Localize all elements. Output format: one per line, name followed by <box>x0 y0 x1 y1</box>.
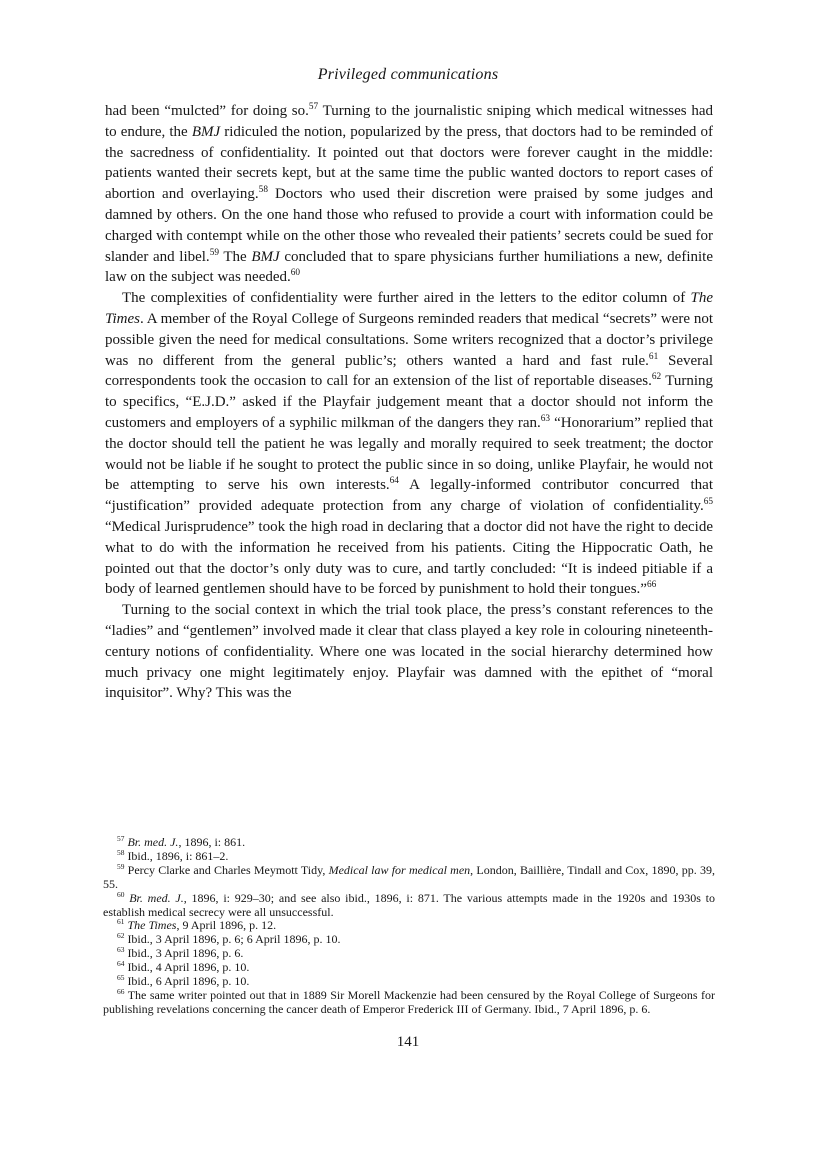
text-run: . A member of the Royal College of Surgeons reminded readers that medical “secrets” were not possible given the need for medical consultations. Some writers recognized that a doctor’s privilege was no different from the general public’s; others wanted a hard and fast rule. <box>105 310 713 369</box>
footnote-marker: 60 <box>290 268 301 279</box>
footnote-marker: 63 <box>540 413 551 424</box>
footnote-marker: 59 <box>209 247 219 258</box>
text-run: , 9 April 1896, p. 12. <box>176 918 277 933</box>
italic-text: BMJ <box>251 248 280 265</box>
footnote <box>103 889 715 920</box>
italic-text: Medical law for medical men <box>328 862 471 877</box>
text-run: The same writer pointed out that in 1889 Sir Morell Mackenzie had been censured by the Royal College of Surgeons for publishing revelations concerning the cancer death of Emperor Frederick III of Germany. Ibid., 7 April 1896, p. 6. <box>103 987 715 1016</box>
footnote-marker: 62 <box>117 931 125 941</box>
paragraph <box>105 101 713 288</box>
footnote-marker: 61 <box>117 917 125 927</box>
text-run: concluded that to spare physicians further humiliations a new, definite law on the subject was needed. <box>105 248 713 286</box>
footnote <box>103 847 715 864</box>
text-run: “Honorarium” replied that the doctor should tell the patient he was legally and morally required to seek treatment; the doctor would not be liable if he sought to protect the public since in so doing, unlike Playfair, he would not be attempting to serve his own interests. <box>105 414 713 494</box>
italic-text: Br. med. J. <box>129 890 184 905</box>
body-paragraphs <box>105 101 713 704</box>
text-run: Ibid., 4 April 1896, p. 10. <box>124 960 250 975</box>
footnote-marker: 66 <box>117 986 125 996</box>
footnote-marker: 64 <box>389 476 399 487</box>
text-run: had been “mulcted” for doing so. <box>105 103 309 119</box>
footnote <box>103 975 715 989</box>
footnote-marker: 61 <box>648 351 659 362</box>
text-run: Ibid., 6 April 1896, p. 10. <box>124 974 250 989</box>
text-run: Percy Clarke and Charles Meymott Tidy, <box>124 862 329 877</box>
running-head: Privileged communications <box>317 66 499 83</box>
footnotes-section <box>103 836 715 1017</box>
text-run: , 1896, i: 929–30; and see also ibid., 1896, i: 871. The various attempts made in the 1920s and 1930s to establish medical secrecy were all unsuccessful. <box>103 890 715 919</box>
footnote-marker: 57 <box>117 834 125 843</box>
text-run: Doctors who used their discretion were praised by some judges and damned by others. On the one hand those who refused to provide a court with information could be charged with contempt while on the other those who revealed their patients’ secrets could be sued for slander and libel. <box>105 186 714 265</box>
footnote-marker: 58 <box>258 185 268 196</box>
text-run: “Medical Jurisprudence” took the high road in declaring that a doctor did not have the right to decide what to do with the information he received from his patients. Citing the Hippocratic Oath, he pointed out that the doctor’s only duty was to cure, and tartly concluded: “It is indeed pitiable if a body of learned gentlemen should have to be forced by punishment to hold their tongues.” <box>105 518 713 598</box>
italic-text: BMJ <box>191 123 221 140</box>
footnote <box>103 836 715 850</box>
footnote-marker: 64 <box>117 959 125 969</box>
footnote-marker: 58 <box>117 847 125 857</box>
text-run: Turning to the journalistic sniping which medical witnesses had to endure, the <box>105 103 713 140</box>
text-run: , London, Baillière, Tindall and Cox, 1890, pp. 39, 55. <box>103 862 715 891</box>
text-run: Ibid., 3 April 1896, p. 6. <box>124 946 244 961</box>
text-run: , 1896, i: 861. <box>178 835 246 849</box>
text-run: Turning to the social context in which the trial took place, the press’s constant references to the “ladies” and “gentlemen” involved made it clear that class played a key role in colouring nineteenth-century notions of confidentiality. Where one was located in the social hierarchy determined how much privacy one might legitimately enjoy. Playfair was damned with the epithet of “moral inquisitor”. Why? This was the <box>105 602 713 702</box>
text-run: A legally-informed contributor concurred that “justification” provided adequate protection from any charge of violation of confidentiality. <box>105 477 713 515</box>
text-run: Several correspondents took the occasion to call for an extension of the list of reportable diseases. <box>105 352 713 390</box>
text-run: Ibid., 1896, i: 861–2. <box>124 848 229 863</box>
footnote-marker: 62 <box>651 372 662 383</box>
footnote-marker: 57 <box>308 102 319 112</box>
footnote-marker: 63 <box>117 945 125 955</box>
paragraph <box>105 288 713 600</box>
footnote <box>103 961 715 975</box>
italic-text: The Times <box>127 918 177 933</box>
footnote-marker: 66 <box>646 580 657 591</box>
italic-text: Br. med. J. <box>127 835 179 849</box>
text-run: The complexities of confidentiality were further aired in the letters to the editor column of <box>122 290 691 307</box>
footnote-marker: 65 <box>703 497 713 508</box>
page-number: 141 <box>396 1034 420 1050</box>
text-run: The <box>218 248 252 265</box>
footnote <box>103 986 715 1017</box>
text-run: Turning to specifics, “E.J.D.” asked if the Playfair judgement meant that a doctor should not inform the customers and employers of a syphilic milkman of the dangers they ran. <box>105 373 713 431</box>
footnote <box>103 861 715 892</box>
paragraph <box>105 600 713 704</box>
footnote-marker: 65 <box>117 973 125 983</box>
text-run: Ibid., 3 April 1896, p. 6; 6 April 1896, p. 10. <box>124 932 341 947</box>
italic-text: The Times <box>105 290 713 327</box>
footnote-marker: 60 <box>117 889 125 899</box>
footnote-marker: 59 <box>117 861 125 871</box>
text-run: ridiculed the notion, popularized by the press, that doctors had to be reminded of the sacredness of confidentiality. It pointed out that doctors were forever caught in the middle: patients wanted their secrets kept, but at the same time the public wanted doctors to report cases of abortion and overlaying. <box>105 123 714 203</box>
